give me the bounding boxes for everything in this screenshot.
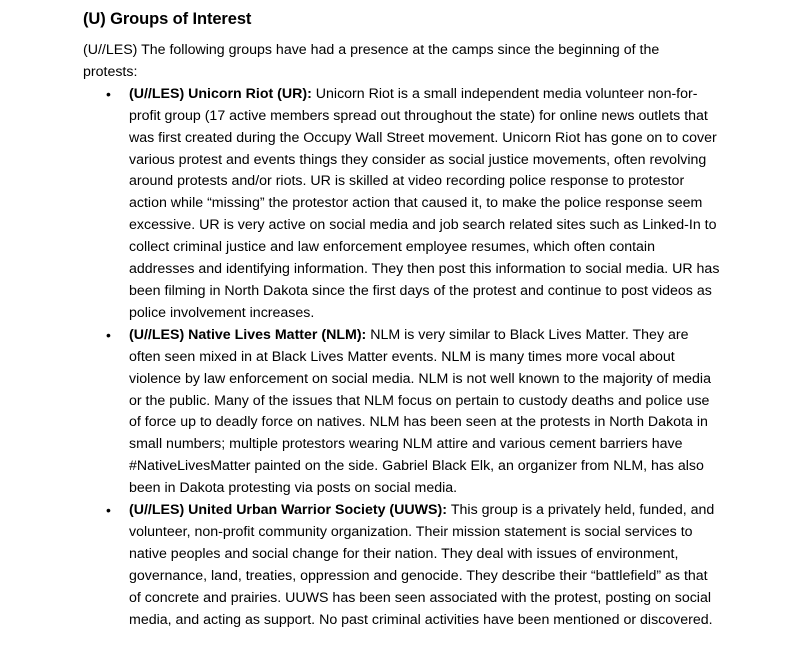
list-item-text (129, 325, 723, 500)
list-item-unicorn-riot (83, 84, 723, 325)
group-title: (U//LES) Unicorn Riot (UR): (129, 85, 316, 102)
list-item-text (129, 84, 723, 325)
group-description: NLM is very similar to Black Lives Matter. They are often seen mixed in at Black Lives Matter events. NLM is many times more vocal about violence by law enforcement on social media. NLM is not well known to the majority of media or the public. Many of the issues that NLM focus on pertain to custody deaths and police use of force up to deadly force on natives. NLM has been seen at the protests in North Dakota in small numbers; multiple protestors wearing NLM attire and various cement barriers have #NativeLivesMatter painted on the side. Gabriel Black Elk, an organizer from NLM, has also been in Dakota protesting via posts on social media. (129, 326, 711, 497)
document-page (83, 8, 723, 631)
list-item-native-lives-matter (83, 325, 723, 500)
bullet-icon: • (106, 85, 111, 102)
bullet-icon: • (106, 326, 111, 343)
intro-paragraph: (U//LES) The following groups have had a presence at the camps since the beginning of the protests: (83, 42, 660, 80)
bullet-icon: • (106, 502, 111, 519)
group-description: Unicorn Riot is a small independent media volunteer non-for-profit group (17 active members spread out throughout the state) for online news outlets that was first created during the Occupy Wall Street movement. Unicorn Riot has gone on to cover various protest and events things they consider as social justice movements, often revolving around protests and/or riots. UR is skilled at video recording police response to protestor action while “missing” the protestor action that caused it, to make the police response seem excessive. UR is very active on social media and job search related sites such as Linked-In to collect criminal justice and law enforcement employee resumes, which often contain addresses and identifying information. They then post this information to social media. UR has been filming in North Dakota since the first days of the protest and continue to post videos as police involvement increases. (129, 85, 720, 321)
group-description: This group is a privately held, funded, and volunteer, non-profit community organization. Their mission statement is social services to native peoples and social change for their nation. They deal with issues of environment, governance, land, treaties, oppression and genocide. They describe their “battlefield” as that of concrete and prairies. UUWS has been seen associated with the protest, posting on social media, and acting as support. No past criminal activities have been mentioned or discovered. (129, 502, 715, 628)
list-item-text (129, 500, 723, 631)
group-title: (U//LES) Native Lives Matter (NLM): (129, 326, 371, 343)
list-item-united-urban-warrior-society (83, 500, 723, 631)
group-title: (U//LES) United Urban Warrior Society (UUWS): (129, 502, 451, 519)
groups-list (83, 84, 723, 632)
section-heading: (U) Groups of Interest (83, 10, 252, 28)
